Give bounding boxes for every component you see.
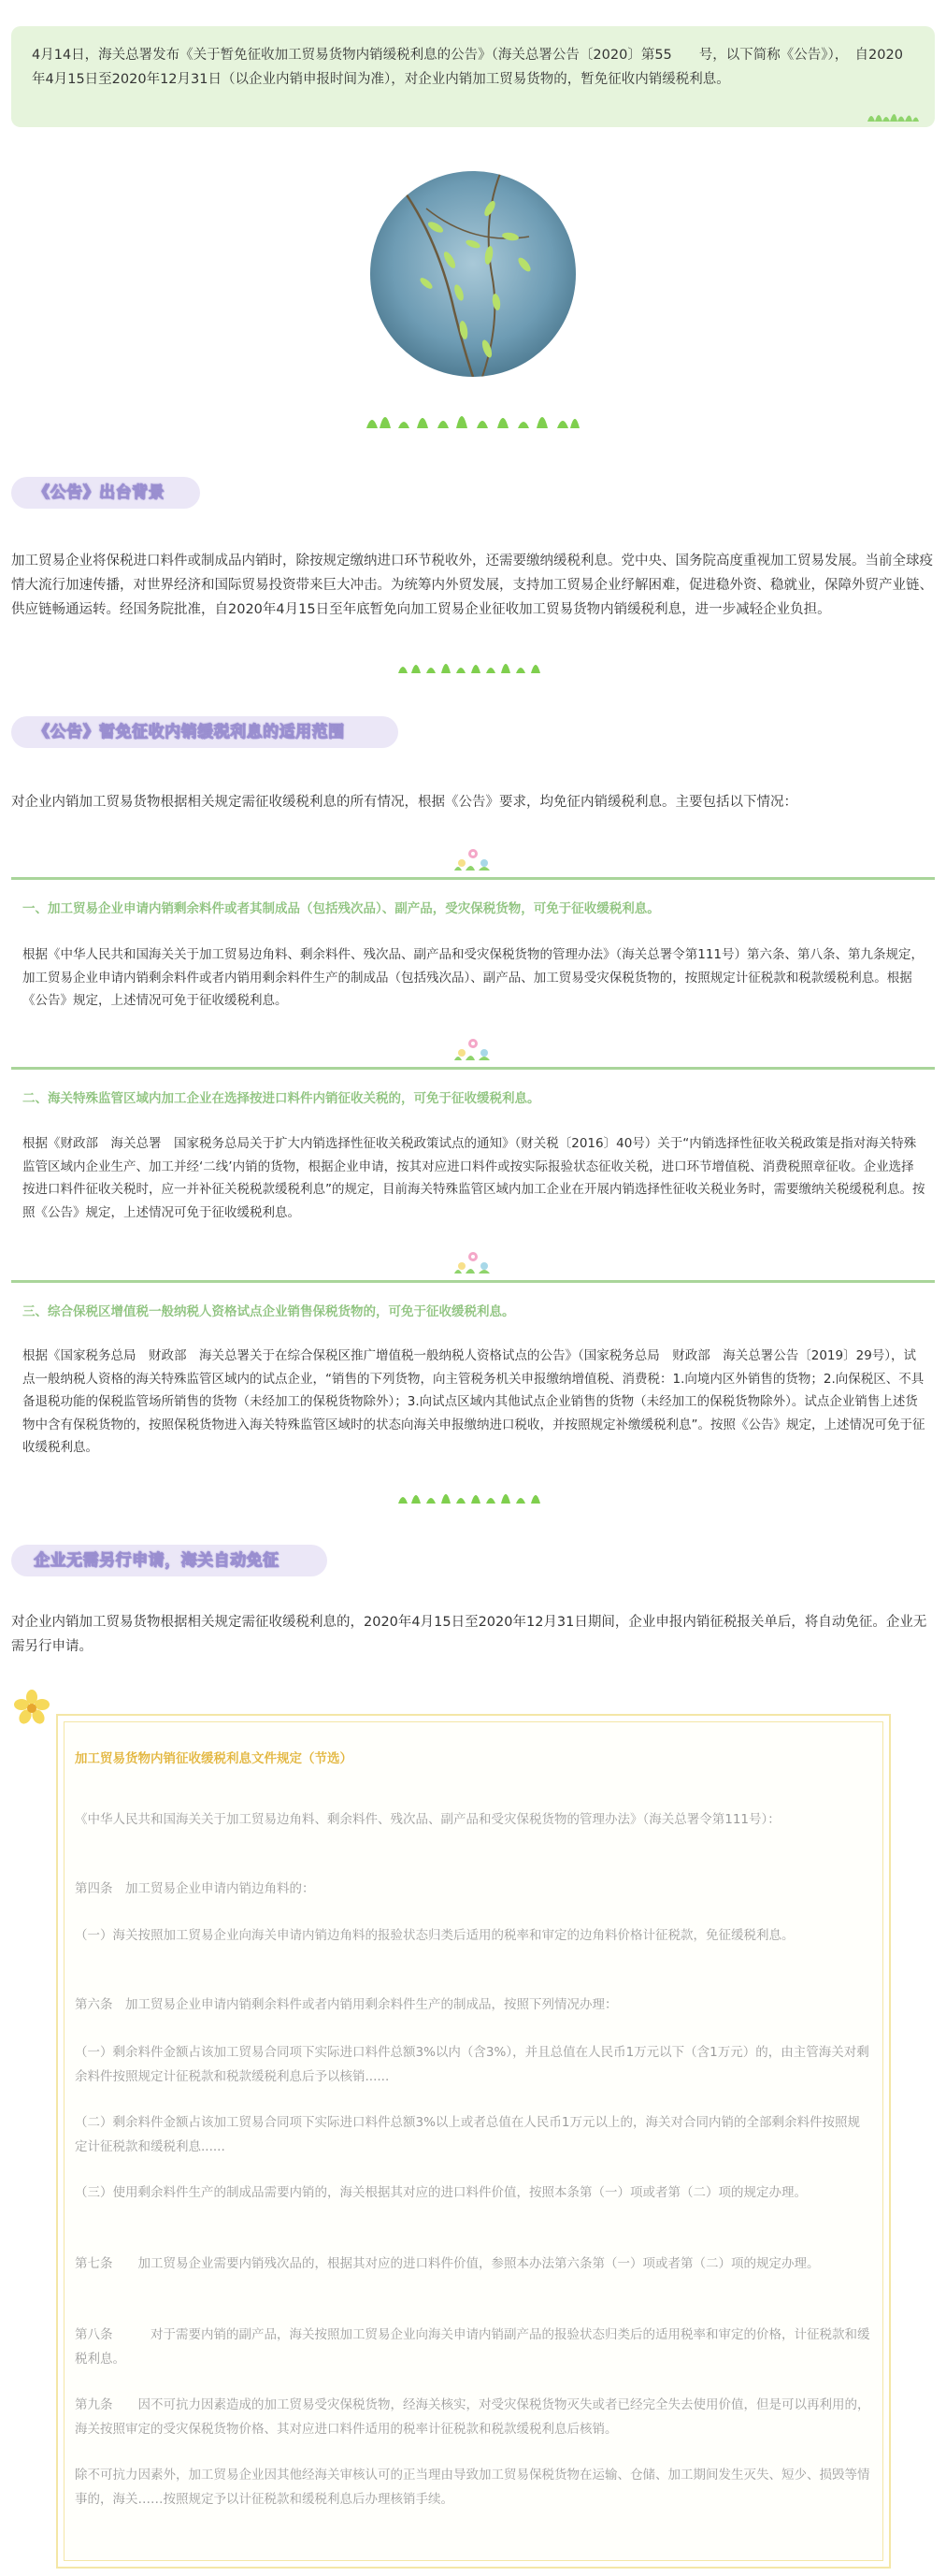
section-title: 《公告》暂免征收内销缓税利息的适用范围 (34, 723, 345, 741)
section-body: 对企业内销加工贸易货物根据相关规定需征收缓税利息的，2020年4月15日至2020年12月31日期间，企业申报内销征税报关单后，将自动免征。企业无需另行申请。 (11, 1615, 927, 1654)
flower-ornament-icon (447, 1249, 499, 1274)
grass-divider-icon (366, 404, 580, 428)
spring-branch-photo (370, 171, 576, 377)
section-title-background (11, 1545, 327, 1576)
section-body: 对企业内销加工贸易货物根据相关规定需征收缓税利息的所有情况，根据《公告》要求，均免征内销缓税利息。主要包括以下情况： (11, 795, 797, 810)
appendix-paragraph: （一）剩余料件金额占该加工贸易合同项下实际进口料件总额3%以内（含3%），并且总值在人民币1万元以下（含1万元）的，由主管海关对剩余料件按照规定计征税款和税款缓税利息后予以核销...... (75, 2045, 869, 2084)
section-title: 《公告》出台背景 (34, 483, 165, 502)
grass-icon (866, 107, 920, 122)
intro-text: 4月14日，海关总署发布《关于暂免征收加工贸易货物内销缓税利息的公告》（海关总署公告〔2020〕第55 号，以下简称《公告》）， 自2020年4月15日至2020年12月31日（以企业内销申报时间为准），对企业内销加工贸易货物的，暂免征收内销缓税利息。 (32, 48, 903, 87)
appendix-paragraph: 第八条 对于需要内销的副产品，海关按照加工贸易企业向海关申请内销副产品的报验状态归类后的适用税率和审定的价格，计征税款和缓税利息。 (75, 2327, 870, 2367)
appendix-title: 加工贸易货物内销征收缓税利息文件规定（节选） (75, 1751, 352, 1766)
divider-line (11, 1067, 935, 1070)
item-heading: 二、海关特殊监管区域内加工企业在选择按进口料件内销征收关税的，可免于征收缓税利息。 (22, 1091, 540, 1106)
section-title: 企业无需另行申请，海关自动免征 (34, 1551, 280, 1570)
item-body: 根据《中华人民共和国海关关于加工贸易边角料、剩余料件、残次品、副产品和受灾保税货物的管理办法》（海关总署令第111号）第六条、第八条、第九条规定，加工贸易企业申请内销剩余料件或者内销用剩余料件生产的制成品（包括残次品）、副产品、加工贸易受灾保税货物的，按照规定计征税款和税款缓税利息。根据《公告》规定，上述情况可免于征收缓税利息。 (22, 947, 924, 1008)
item-body: 根据《国家税务总局 财政部 海关总署关于在综合保税区推广增值税一般纳税人资格试点的公告》（国家税务总局 财政部 海关总署公告〔2019〕29号），试点一般纳税人资格的海关特殊监管区域内的试点企业，“销售的下列货物，向主管税务机关申报缴纳增值税、消费税：1.向境内区外销售的货物；2.向保税区、不具备退税功能的保税监管场所销售的货物（未经加工的保税货物除外）；3.向试点区域内其他试点企业销售的货物（未经加工的保税货物除外）。试点企业销售上述货物中含有保税货物的，按照保税货物进入海关特殊监管区域时的状态向海关申报缴纳进口税收，并按照规定补缴缓税利息”。按照《公告》规定，上述情况可免于征收缓税利息。 (22, 1348, 925, 1455)
appendix-paragraph: 第七条 加工贸易企业需要内销残次品的，根据其对应的进口料件价值，参照本办法第六条第（一）项或者第（二）项的规定办理。 (75, 2256, 820, 2271)
appendix-paragraph: 第四条 加工贸易企业申请内销边角料的： (75, 1881, 315, 1896)
appendix-paragraph: （三）使用剩余料件生产的制成品需要内销的，海关根据其对应的进口料件价值，按照本条第（一）项或者第（二）项的规定办理。 (75, 2185, 807, 2200)
item-body: 根据《财政部 海关总署 国家税务总局关于扩大内销选择性征收关税政策试点的通知》（财关税〔2016〕40号）关于“内销选择性征收关税政策是指对海关特殊监管区域内企业生产、加工并经‘二线’内销的货物，根据企业申请，按其对应进口料件或按实际报验状态征收关税，进口环节增值税、消费税照章征收。企业选择按进口料件征收关税时，应一并补征关税税款缓税利息”的规定，目前海关特殊监管区域内加工企业在开展内销选择性征收关税业务时，需要缴纳关税缓税利息。按照《公告》规定，上述情况可免于征收缓税利息。 (22, 1136, 925, 1220)
grass-divider-icon (398, 1485, 548, 1504)
divider-line (11, 1280, 935, 1283)
appendix-paragraph: 除不可抗力因素外，加工贸易企业因其他经海关审核认可的正当理由导致加工贸易保税货物在运输、仓储、加工期间发生灭失、短少、损毁等情事的，海关……按照规定予以计征税款和缓税利息后办理核销手续。 (75, 2468, 870, 2507)
item-heading: 一、加工贸易企业申请内销剩余料件或者其制成品（包括残次品）、副产品，受灾保税货物，可免于征收缓税利息。 (22, 901, 660, 916)
item-heading: 三、综合保税区增值税一般纳税人资格试点企业销售保税货物的，可免于征收缓税利息。 (22, 1304, 515, 1319)
flower-icon (13, 1689, 50, 1726)
appendix-paragraph: （二）剩余料件金额占该加工贸易合同项下实际进口料件总额3%以上或者总值在人民币1万元以上的，海关对合同内销的全部剩余料件按照规定计征税款和缓税利息...... (75, 2115, 861, 2154)
section-title-background (11, 716, 398, 748)
flower-ornament-icon (447, 1036, 499, 1060)
section-body: 加工贸易企业将保税进口料件或制成品内销时，除按规定缴纳进口环节税收外，还需要缴纳缓税利息。党中央、国务院高度重视加工贸易发展。当前全球疫情大流行加速传播，对世界经济和国际贸易投资带来巨大冲击。为统筹内外贸发展，支持加工贸易企业纾解困难，促进稳外资、稳就业，保障外贸产业链、供应链畅通运转。经国务院批准，自2020年4月15日至年底暂免向加工贸易企业征收加工贸易货物内销缓税利息，进一步减轻企业负担。 (11, 554, 933, 617)
section-title-background (11, 477, 200, 509)
appendix-paragraph: 《中华人民共和国海关关于加工贸易边角料、剩余料件、残次品、副产品和受灾保税货物的管理办法》（海关总署令第111号）： (75, 1812, 781, 1827)
intro-box (11, 26, 935, 127)
divider-line (11, 877, 935, 880)
flower-ornament-icon (447, 846, 499, 871)
grass-divider-icon (398, 655, 548, 673)
appendix-paragraph: 第九条 因不可抗力因素造成的加工贸易受灾保税货物，经海关核实，对受灾保税货物灭失或者已经完全失去使用价值，但是可以再利用的，海关按照审定的受灾保税货物价格、其对应进口料件适用的税率计征税款和税款缓税利息后核销。 (75, 2397, 870, 2437)
willow-branch-image (370, 171, 576, 377)
appendix-paragraph: 第六条 加工贸易企业申请内销剩余料件或者内销用剩余料件生产的制成品，按照下列情况办理： (75, 1997, 618, 2012)
appendix-paragraph: （一）海关按照加工贸易企业向海关申请内销边角料的报验状态归类后适用的税率和审定的边角料价格计征税款，免征缓税利息。 (75, 1928, 795, 1943)
